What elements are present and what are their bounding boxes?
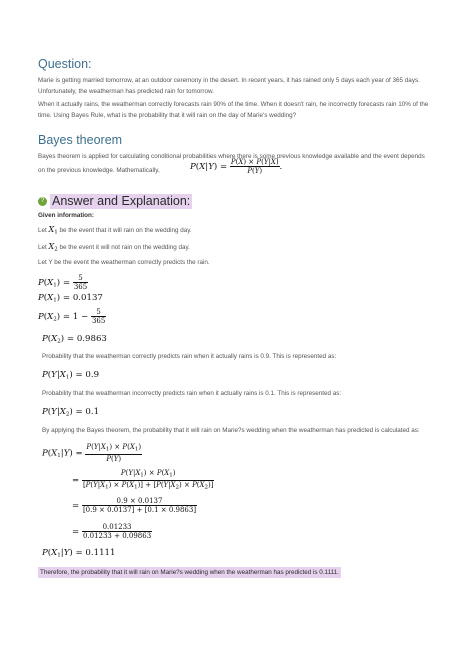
bayes-step-2: = $\frac{P(Y|X_1) \times P(X_1)}{[P(Y|X_1) \times P(X_1)] + [P(Y|X_2) \times P(X_2)]}$ [72,469,214,490]
bayes-step-4: = $\frac{0.01233}{0.01233 + 0.09863}$ [72,523,152,540]
bayes-heading: Bayes theorem [38,133,123,147]
answer-heading: Answer and Explanation: [52,194,191,208]
answer-header [38,193,192,210]
answer-badge-icon: ? [38,197,47,206]
probability-correct-text: Probability that the weatherman correctly predicts rain when it actually rains is 0.9. This is represented as: [42,353,337,360]
apply-bayes-text: By applying the Bayes theorem, the probability that it will rain on Marie?s wedding when the weatherman has predicted is calculated as: [42,427,420,434]
question-heading: Question: [38,57,92,71]
probability-incorrect-text: Probability that the weatherman incorrectly predicts rain when it actually rains is 0.1. This is represented as: [42,390,342,397]
let-x2-text: Let $X_2$ be the event it will not rain on the wedding day. [38,242,190,253]
question-paragraph-2: When it actually rains, the weatherman correctly forecasts rain 90% of the time. When it doesn't rain, he incorrectly forecasts rain 10% of the time. Using Bayes Rule, what is the probability that it will rain on the day of Marie's wedding? [38,101,429,119]
px1-fraction-equation: $P(X_1)$ = $\frac{5}{365}$ [38,274,88,291]
given-information-label: Given information: [38,212,94,219]
pyx2-equation: $P(Y|X_2) = 0.1$ [42,407,100,418]
let-x1-text: Let $X_1$ be the event that it will rain on the wedding day. [38,225,192,236]
bayes-step-3: = $\frac{0.9 \times 0.0137}{[0.9 \times 0.0137] + [0.1 \times 0.9863]}$ [72,497,197,514]
px1-value-equation: $P(X_1) = 0.0137$ [38,293,103,304]
px2-value-equation: $P(X_2) = 0.9863$ [42,334,107,345]
pyx1-equation: $P(Y|X_1) = 0.9$ [42,370,100,381]
bayes-step-1: $P(X_1|Y)$ = $\frac{P(Y|X_1) \times P(X_1)}{P(Y)}$ [42,443,142,463]
bayes-paragraph-line-2: on the previous knowledge. Mathematically, [38,167,160,174]
final-answer-highlight: Therefore, the probability that it will rain on Marie?s wedding when the weatherman has predicted is 0.1111. [40,569,339,576]
bayes-result: $P(X_1|Y) = 0.1111$ [42,548,116,559]
question-paragraph-1: Marie is getting married tomorrow, at an outdoor ceremony in the desert. In recent years, it has rained only 5 days each year of 365 days. Unfortunately, the weatherman has predicted rain for tomorrow. [38,77,420,95]
bayes-formula: P(X|Y) = $\frac{P(X) \times P(Y|X)}{P(Y)}$ . [190,158,283,175]
let-y-text: Let Y be the event the weatherman correctly predicts the rain. [38,259,210,266]
px2-fraction-equation: $P(X_2) = 1$ − $\frac{5}{365}$ [38,308,106,325]
bayes-paragraph-line-1: Bayes theorem is applied for calculating conditional probabilities where there is some previous knowledge available and the event depends [38,153,425,160]
